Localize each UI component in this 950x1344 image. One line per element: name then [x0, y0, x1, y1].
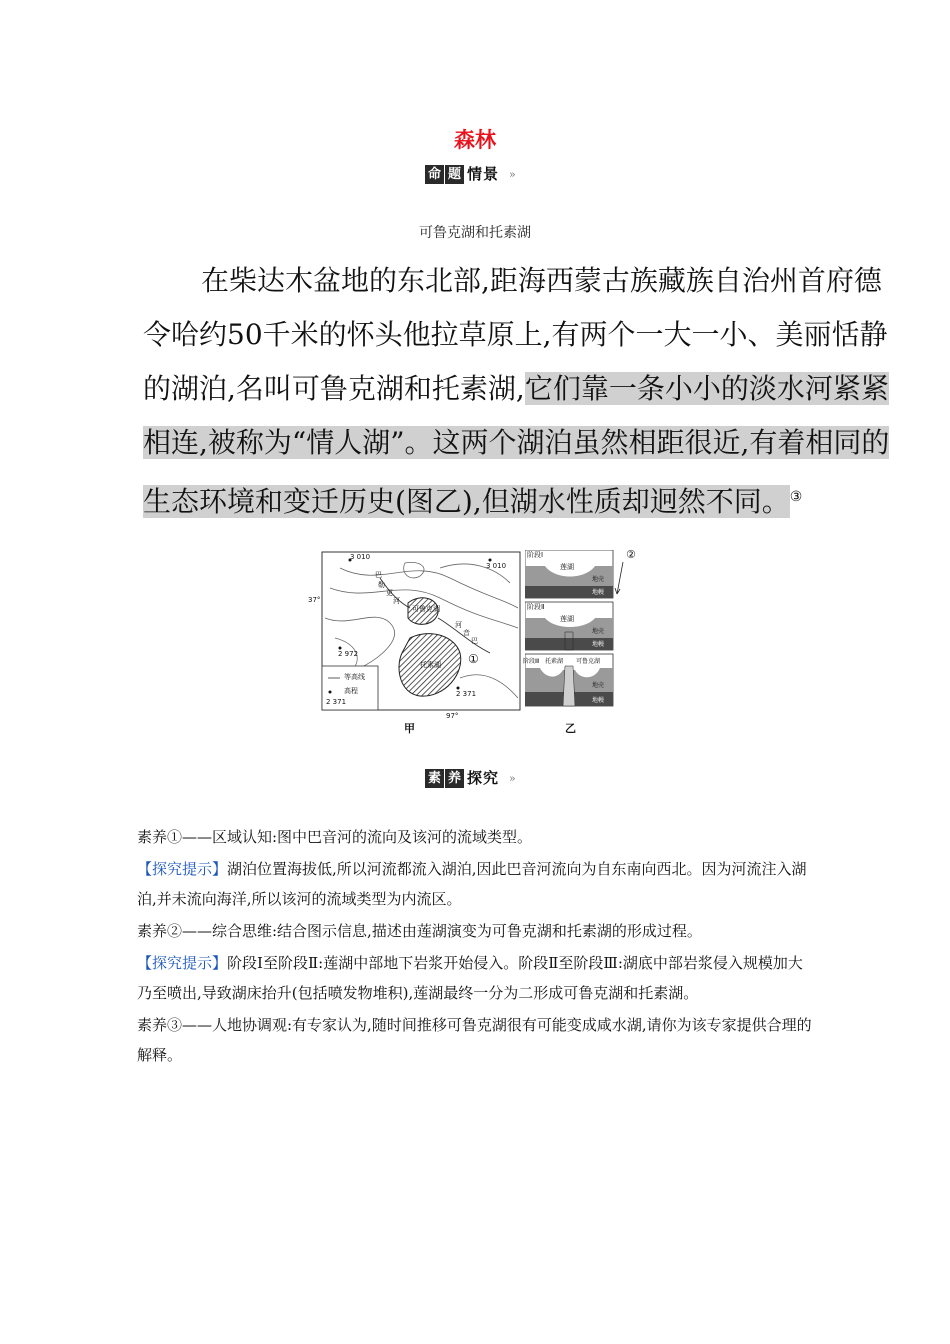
crust-label: 地壳: [592, 682, 605, 689]
answer-text: 湖泊位置海拔低,所以河流都流入湖泊,因此巴音河流向为自东南向西北。因为河流注入湖泊,并未流向海洋,所以该河的流域类型为内流区。: [137, 860, 807, 908]
river-char: 巴: [471, 637, 478, 645]
section-badge-inquiry: [425, 768, 525, 790]
stage-marker: ②: [626, 548, 636, 561]
badge-char: 命: [425, 165, 444, 184]
river-char: 勒: [378, 581, 385, 589]
page-title: 森林: [454, 128, 496, 152]
answer-1: [137, 854, 817, 914]
badge-char: 素: [425, 769, 444, 788]
legend-elevation: 高程: [344, 687, 358, 695]
section-badge-scenario: [425, 164, 525, 186]
river-char: 巴: [375, 571, 382, 579]
passage-part1: 在柴达木盆地的东北部,距海西蒙古族藏族自治州首府德令哈约50千米的怀头他拉草原上,有两个一大一小、美丽恬静的湖泊,名叫可鲁克湖和托素湖,: [143, 264, 888, 405]
question-1: 素养①——区域认知:图中巴音河的流向及该河的流域类型。: [137, 828, 533, 846]
lake-label: 莲湖: [560, 563, 574, 571]
mantle-label: 地幔: [592, 697, 605, 704]
answer-2: [137, 948, 817, 1008]
crust-label: 地壳: [592, 628, 605, 635]
river-char: 更: [386, 589, 393, 597]
peak-label: 2 371: [456, 690, 477, 698]
lake-label: 莲湖: [560, 615, 574, 623]
map-marker: ①: [468, 652, 479, 666]
river-char: 河: [393, 597, 400, 605]
arrow-icon: »: [509, 168, 516, 181]
qa-block: [137, 822, 817, 1070]
mantle-label: 地幔: [592, 641, 605, 648]
footnote-marker: ③: [789, 489, 803, 505]
stage-label: 阶段Ⅰ: [527, 551, 544, 559]
badge-char: 题: [445, 165, 464, 184]
latitude-label: 37°: [308, 596, 321, 604]
question-3: 素养③——人地协调观:有专家认为,随时间推移可鲁克湖很有可能变成咸水湖,请你为该专家提供合理的解释。: [137, 1016, 812, 1064]
peak-label: 3 010: [486, 562, 507, 570]
badge-label: 情景: [467, 165, 500, 183]
passage-text: [143, 254, 903, 529]
legend-contour: 等高线: [344, 673, 365, 681]
lake-label: 可鲁克湖: [412, 605, 440, 613]
river-char: 河: [455, 621, 462, 629]
question-2: 素养②——综合思维:结合图示信息,描述由莲湖演变为可鲁克湖和托素湖的形成过程。: [137, 922, 702, 940]
badge-char: 养: [445, 769, 464, 788]
longitude-label: 97°: [446, 712, 459, 720]
arrow-icon: »: [509, 772, 516, 785]
tip-label: 【探究提示】: [137, 954, 228, 972]
map-caption: 甲: [404, 722, 415, 735]
stages-figure: [525, 550, 635, 710]
mantle-label: 地幔: [592, 589, 605, 596]
peak-label: 2 972: [338, 650, 359, 658]
tip-label: 【探究提示】: [137, 860, 228, 878]
peak-label: 3 010: [350, 553, 371, 561]
figure: [308, 548, 670, 738]
passage-highlight: 它们靠一条小小的淡水河紧紧相连,被称为“情人湖”。这两个湖泊虽然相距很近,有着相同的生态环境和变迁历史(图乙),但湖水性质却迥然不同。: [143, 372, 890, 519]
river-char: 音: [463, 629, 470, 637]
crust-label: 地壳: [592, 576, 605, 583]
lake-label: 托素湖: [420, 661, 441, 669]
lake-label: 托素湖: [545, 658, 564, 665]
stages-caption: 乙: [565, 722, 576, 735]
lake-label: 可鲁克湖: [576, 658, 601, 665]
answer-text: 阶段Ⅰ至阶段Ⅱ:莲湖中部地下岩浆开始侵入。阶段Ⅱ至阶段Ⅲ:湖底中部岩浆侵入规模加大乃至喷出,导致湖床抬升(包括喷发物堆积),莲湖最终一分为二形成可鲁克湖和托素湖。: [137, 954, 803, 1002]
badge-label: 探究: [467, 769, 500, 787]
passage-subtitle: 可鲁克湖和托素湖: [419, 225, 531, 241]
legend-value: 2 371: [326, 698, 347, 706]
stage-label: 阶段Ⅱ: [527, 603, 545, 611]
stage-label: 阶段Ⅲ: [523, 658, 540, 665]
